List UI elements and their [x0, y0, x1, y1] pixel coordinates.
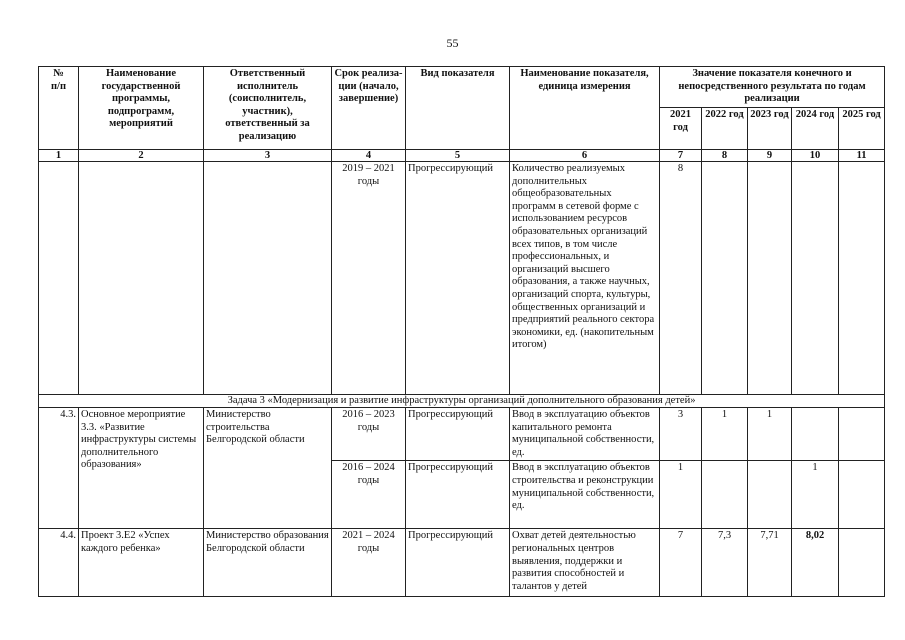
- row-indicator-kind: Прогрессирующий: [406, 408, 510, 461]
- row-executor: Министерство строительства Белгородской области: [204, 408, 332, 529]
- header-number: № п/п: [39, 67, 79, 150]
- header-year: 2021 год: [660, 108, 702, 150]
- header-period: Срок реализа-ции (начало, завершение): [332, 67, 406, 150]
- column-numbers-row: [39, 150, 885, 162]
- header-executor: Ответственный исполнитель (соисполнитель, участник), ответственный за реализацию: [204, 67, 332, 150]
- header-year: 2023 год: [748, 108, 792, 150]
- row-value-2024: 8,02: [792, 529, 839, 597]
- row-period: 2019 – 2021 годы: [332, 162, 406, 395]
- column-number: 9: [748, 150, 792, 162]
- row-value-2025: [839, 408, 885, 461]
- column-number: 11: [839, 150, 885, 162]
- task-title-row: [39, 395, 885, 408]
- row-period: 2021 – 2024 годы: [332, 529, 406, 597]
- row-program-name: [79, 162, 204, 395]
- header-year: 2024 год: [792, 108, 839, 150]
- row-value-2023: [748, 162, 792, 395]
- table-row: [39, 408, 885, 461]
- row-executor: [204, 162, 332, 395]
- column-number: 10: [792, 150, 839, 162]
- indicators-table: [38, 66, 885, 597]
- row-indicator-kind: Прогрессирующий: [406, 461, 510, 529]
- row-value-2021: 1: [660, 461, 702, 529]
- row-value-2024: [792, 162, 839, 395]
- column-number: 6: [510, 150, 660, 162]
- page-number: 55: [446, 36, 459, 50]
- row-value-2021: 8: [660, 162, 702, 395]
- row-period: 2016 – 2024 годы: [332, 461, 406, 529]
- row-value-2024: [792, 408, 839, 461]
- row-executor: Министерство образования Белгородской области: [204, 529, 332, 597]
- row-value-2023: 7,71: [748, 529, 792, 597]
- row-value-2023: 1: [748, 408, 792, 461]
- header-program-name: Наименование государственной программы, подпрограмм, мероприятий: [79, 67, 204, 150]
- row-number: 4.4.: [39, 529, 79, 597]
- row-value-2022: [702, 162, 748, 395]
- row-indicator-name: Ввод в эксплуатацию объектов строительства и реконструкции муниципальной собственности, ед.: [510, 461, 660, 529]
- row-value-2022: [702, 461, 748, 529]
- table-row: [39, 162, 885, 395]
- header-year: 2022 год: [702, 108, 748, 150]
- row-value-2021: 3: [660, 408, 702, 461]
- row-indicator-name: Охват детей деятельностью региональных центров выявления, поддержки и развития способностей и талантов у детей: [510, 529, 660, 597]
- task-title: Задача 3 «Модернизация и развитие инфраструктуры организаций дополнительного образования детей»: [39, 395, 885, 408]
- row-value-2022: 1: [702, 408, 748, 461]
- header-year: 2025 год: [839, 108, 885, 150]
- row-indicator-name: Ввод в эксплуатацию объектов капитального ремонта муниципальной собственности, ед.: [510, 408, 660, 461]
- column-number: 8: [702, 150, 748, 162]
- row-program-name: Проект 3.Е2 «Успех каждого ребенка»: [79, 529, 204, 597]
- row-number: [39, 162, 79, 395]
- column-number: 2: [79, 150, 204, 162]
- column-number: 1: [39, 150, 79, 162]
- header-indicator-kind: Вид показателя: [406, 67, 510, 150]
- row-value-2025: [839, 162, 885, 395]
- row-indicator-kind: Прогрессирующий: [406, 529, 510, 597]
- row-value-2025: [839, 461, 885, 529]
- header-values-group: Значение показателя конечного и непосредственного результата по годам реализации: [660, 67, 885, 108]
- row-indicator-kind: Прогрессирующий: [406, 162, 510, 395]
- row-program-name: Основное мероприятие 3.3. «Развитие инфраструктуры системы дополнительного образования»: [79, 408, 204, 529]
- row-period: 2016 – 2023 годы: [332, 408, 406, 461]
- header-indicator-name: Наименование показателя, единица измерения: [510, 67, 660, 150]
- row-indicator-name: Количество реализуемых дополнительных общеобразовательных программ в сетевой форме с использованием ресурсов образовательных организаций всех типов, в том числе профессиональных, и организаций высшего образования, а также научных, организаций спорта, культуры, общественных организаций и предприятий реального сектора экономики, ед. (накопительным итогом): [510, 162, 660, 395]
- row-value-2025: [839, 529, 885, 597]
- row-value-2023: [748, 461, 792, 529]
- header-row: [39, 67, 885, 108]
- column-number: 3: [204, 150, 332, 162]
- column-number: 5: [406, 150, 510, 162]
- row-value-2024: 1: [792, 461, 839, 529]
- row-value-2021: 7: [660, 529, 702, 597]
- column-number: 4: [332, 150, 406, 162]
- table-row: [39, 529, 885, 597]
- column-number: 7: [660, 150, 702, 162]
- row-number: 4.3.: [39, 408, 79, 529]
- row-value-2022: 7,3: [702, 529, 748, 597]
